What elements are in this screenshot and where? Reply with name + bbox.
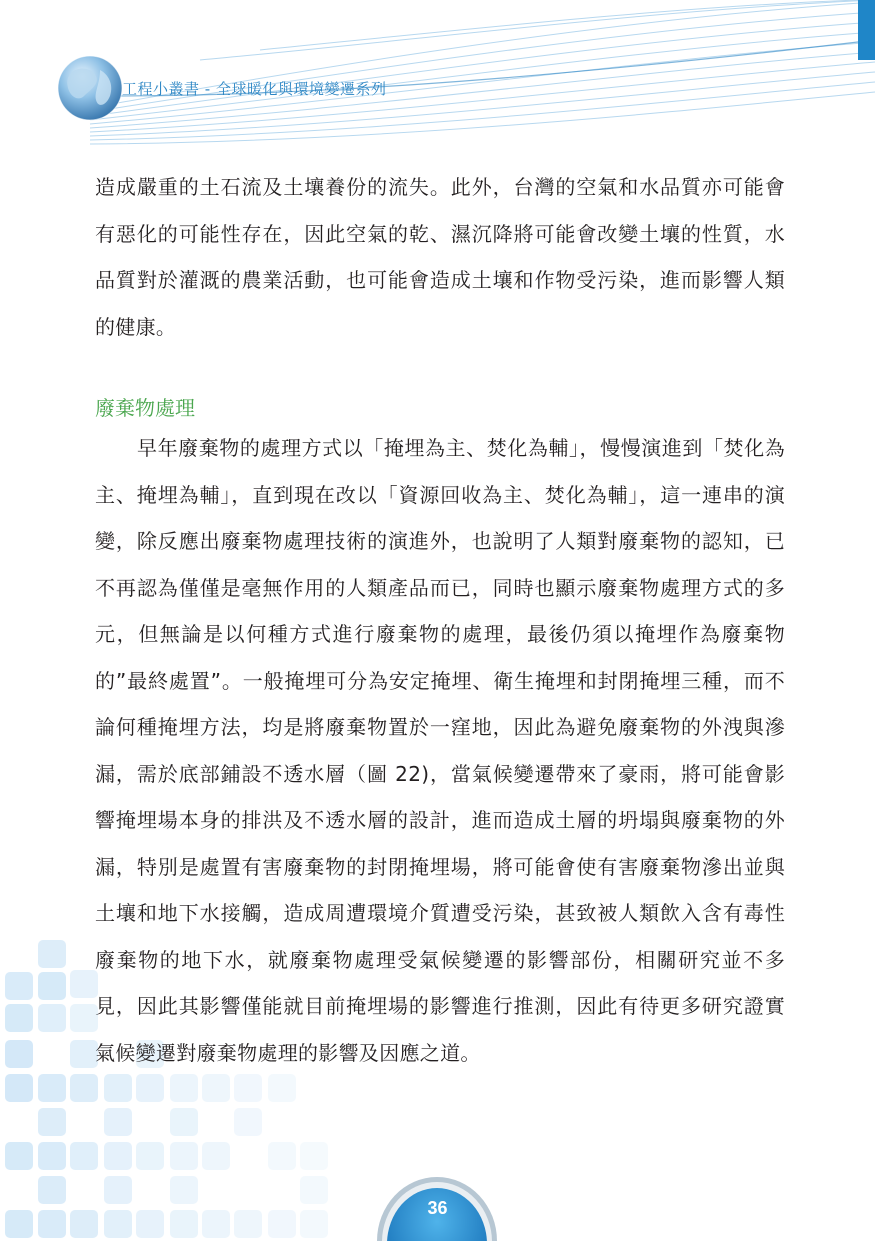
globe-icon	[58, 56, 122, 120]
section-heading: 廢棄物處理	[95, 396, 195, 420]
body-paragraph-2: 早年廢棄物的處理方式以「掩埋為主、焚化為輔」，慢慢演進到「焚化為主、掩埋為輔」，直到現在改以「資源回收為主、焚化為輔」，這一連串的演變，除反應出廢棄物處理技術的演進外，也說明了人類對廢棄物的認知，已不再認為僅僅是毫無作用的人類產品而已，同時也顯示廢棄物處理方式的多元，但無論是以何種方式進行廢棄物的處理，最後仍須以掩埋作為廢棄物的”最終處置”。一般掩埋可分為安定掩埋、衛生掩埋和封閉掩埋三種，而不論何種掩埋方法，均是將廢棄物置於一窪地，因此為避免廢棄物的外洩與滲漏，需於底部鋪設不透水層（圖 22)，當氣候變遷帶來了豪雨，將可能會影響掩埋場本身的排洪及不透水層的設計，進而造成土層的坍塌與廢棄物的外漏，特別是處置有害廢棄物的封閉掩埋場，將可能會使有害廢棄物滲出並與土壤和地下水接觸，造成周遭環境介質遭受污染，甚致被人類飲入含有毒性廢棄物的地下水，就廢棄物處理受氣候變遷的影響部份，相關研究並不多見，因此其影響僅能就目前掩埋場的影響進行推測，因此有待更多研究證實氣候變遷對廢棄物處理的影響及因應之道。	[95, 436, 785, 1065]
series-title: 工程小叢書 - 全球暖化與環境變遷系列	[122, 80, 387, 98]
corner-accent	[858, 0, 875, 60]
body-paragraph-1: 造成嚴重的土石流及土壤養份的流失。此外，台灣的空氣和水品質亦可能會有惡化的可能性存在，因此空氣的乾、濕沉降將可能會改變土壤的性質，水品質對於灌溉的農業活動，也可能會造成土壤和作物受污染，進而影響人類的健康。	[95, 175, 785, 339]
page-number: 36	[427, 1198, 448, 1218]
header-swoosh	[90, 0, 875, 144]
